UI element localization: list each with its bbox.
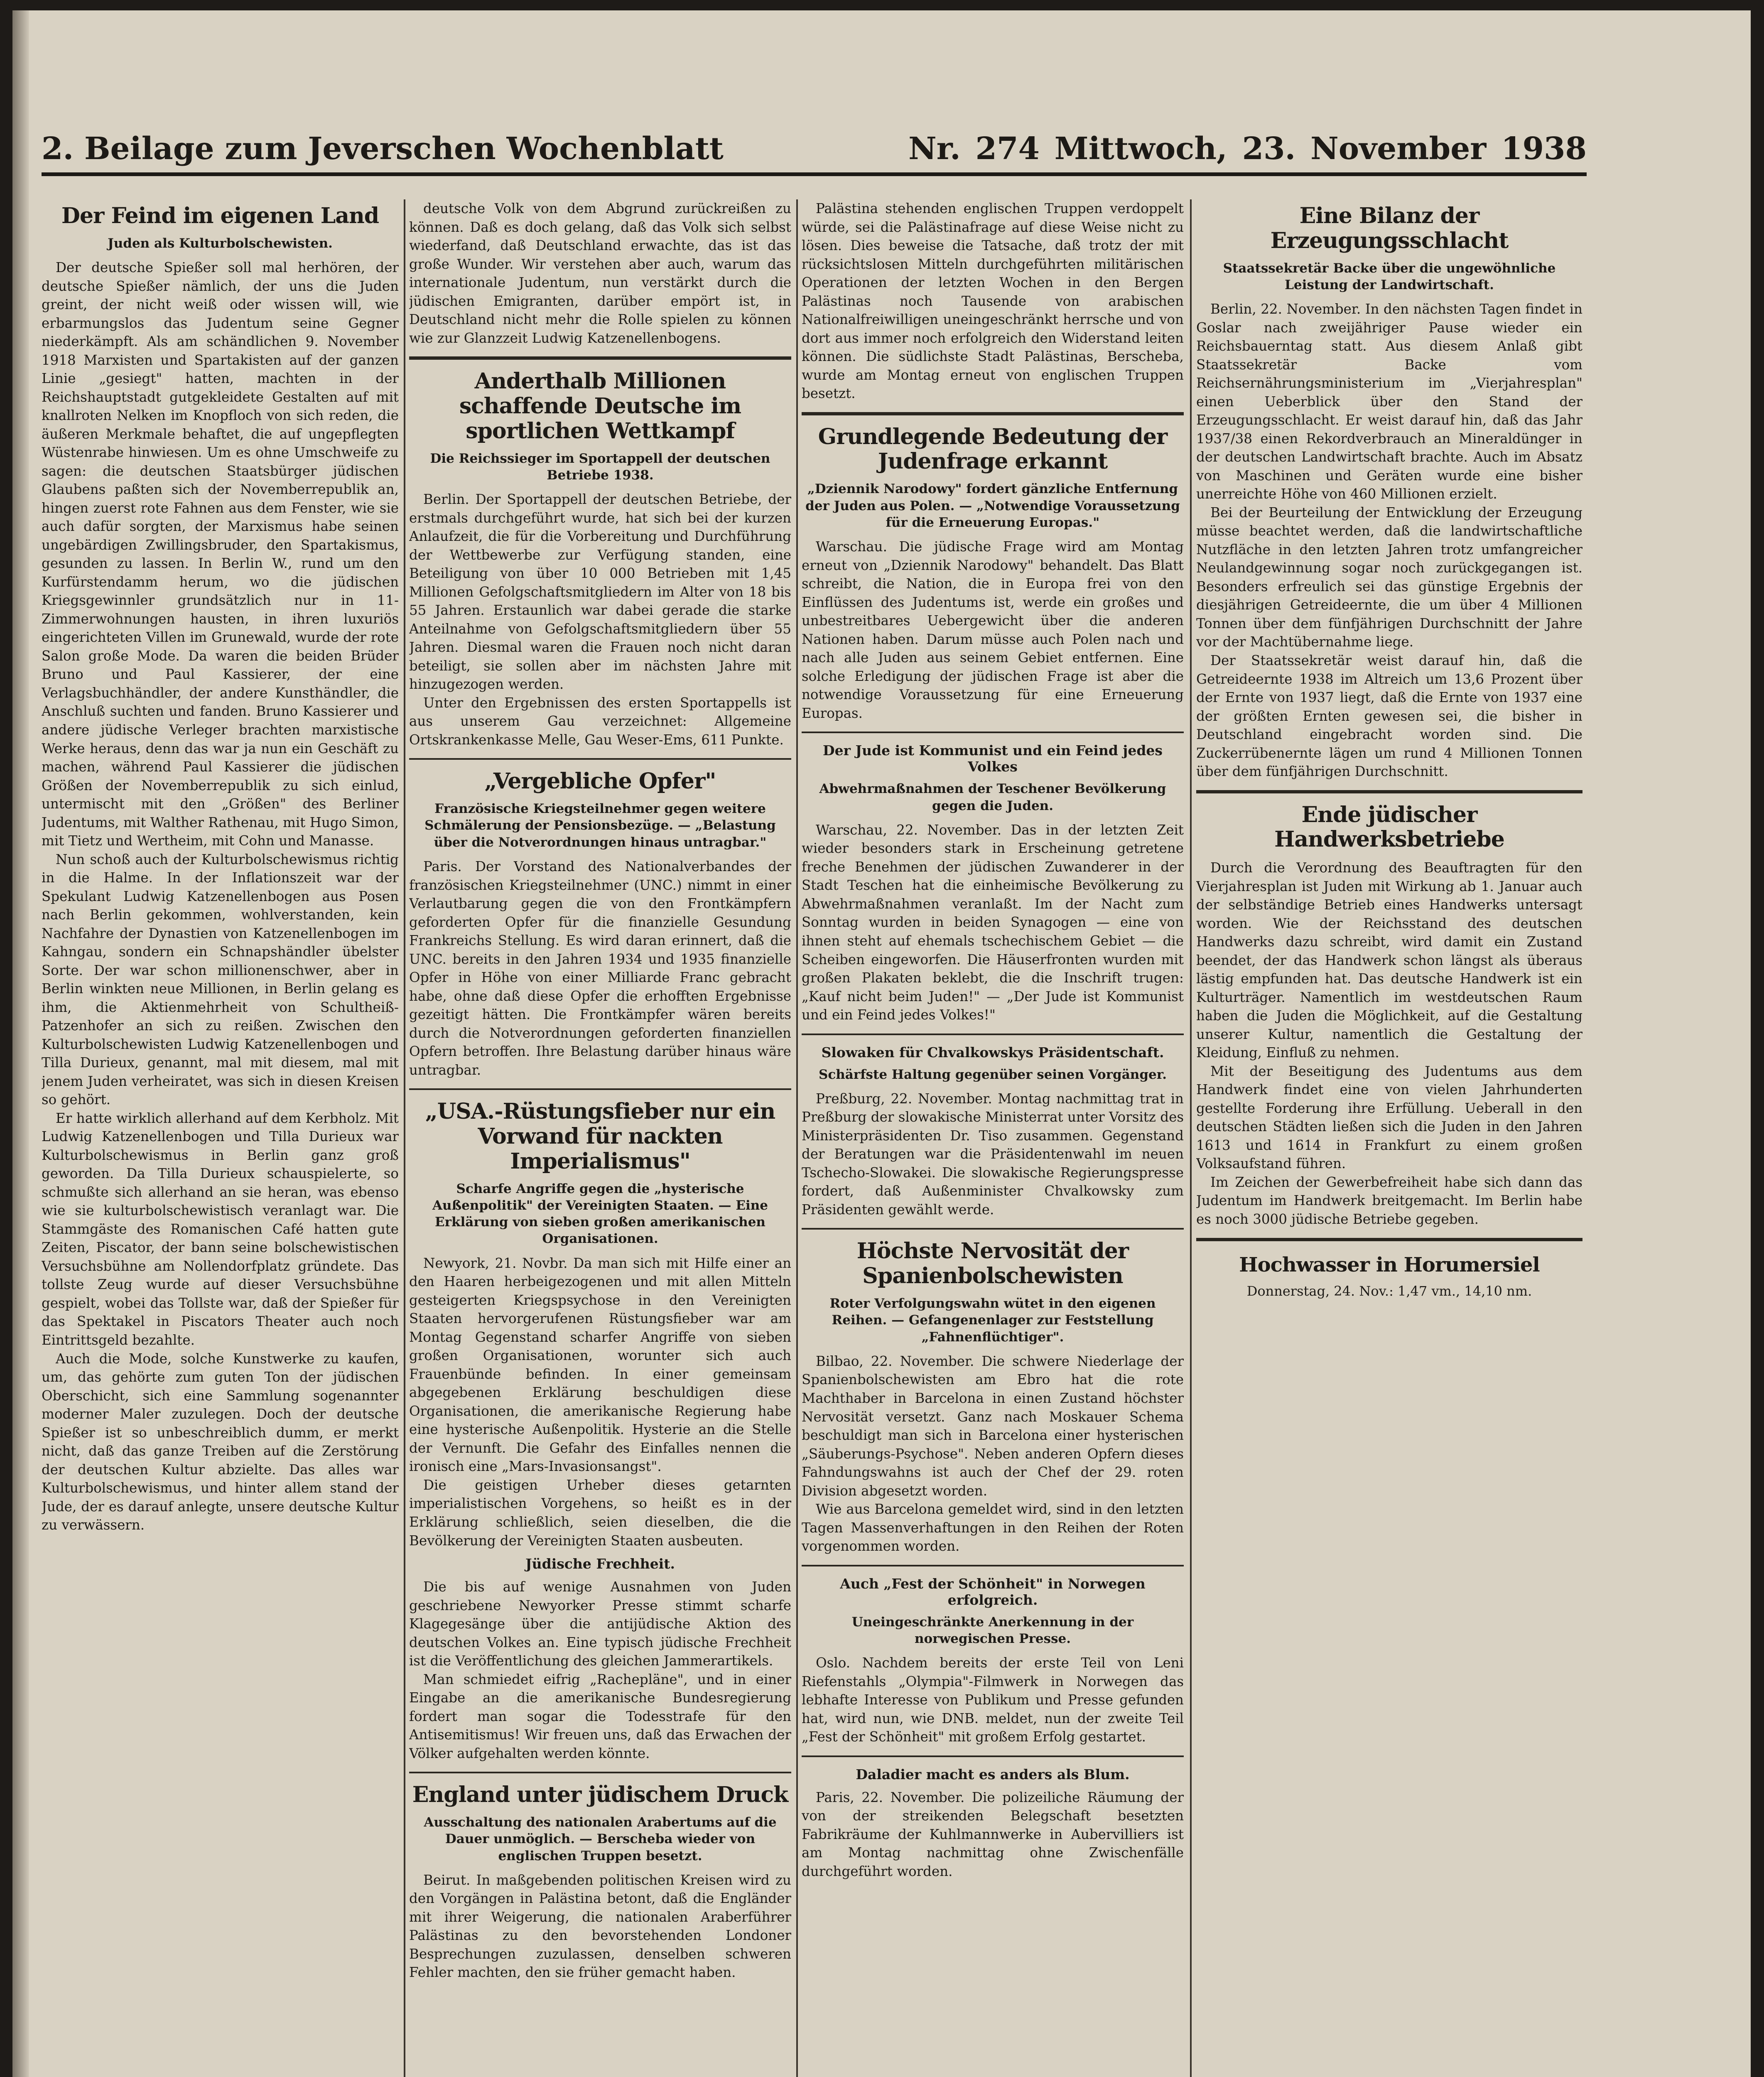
article-subhead: Ausschaltung des nationalen Arabertums auf die Dauer unmöglich. — Berscheba wieder von englischen Truppen besetzt. xyxy=(424,1814,777,1863)
article-paragraph: Wie aus Barcelona gemeldet wird, sind in den letzten Tagen Massenverhaftungen in den Reihen der Roten vorgenommen worden. xyxy=(802,1501,1184,1554)
article-subhead: Die Reichssieger im Sportappell der deutschen Betriebe 1938. xyxy=(430,451,770,483)
article-headline: Ende jüdischer Handwerksbetriebe xyxy=(1274,802,1504,852)
article-paragraph: Newyork, 21. Novbr. Da man sich mit Hilfe einer an den Haaren herbeigezogenen und mit allen Mitteln gesteigerten Kriegspsychose in den Vereinigten Staaten hervorgerufenen Rüstungsfieber war am Montag Gegenstand scharfer Angriffe von sieben großen Organisationen, worunter sich auch Frauenbünde befinden. In einer gemeinsam abgegebenen Erklärung beschuldigen diese Organisationen, die amerikanische Regierung habe eine hysterische Außenpolitik. Hysterie an die Stelle der Vernunft. Die Gefahr des Einfalles nennen die ironisch eine „Mars-Invasionsangst". xyxy=(409,1255,791,1475)
article-paragraph: Berlin. Der Sportappell der deutschen Betriebe, der erstmals durchgeführt wurde, hat sich bei der kurzen Anlaufzeit, die für die Vorbereitung und Durchführung der Wettbewerbe zur Verfügung standen, eine Beteiligung von über 10 000 Betrieben mit 1,45 Millionen Gefolgschaftsmitgliedern im Alter von 18 bis 55 Jahren. Erstaunlich war dabei gerade die starke Anteilnahme von Gefolgschaftsmitgliedern über 55 Jahren. Diesmal waren die Frauen noch nicht daran beteiligt, sie sollen aber im nächsten Jahre mit hinzugezogen werden. xyxy=(409,491,791,692)
header-rule xyxy=(42,172,1587,176)
column-rule xyxy=(1190,199,1192,2077)
article-headline: Eine Bilanz der Erzeugungsschlacht xyxy=(1270,203,1509,253)
tide-times: Donnerstag, 24. Nov.: 1,47 vm., 14,10 nm. xyxy=(1246,1283,1532,1299)
article-subhead: Roter Verfolgungswahn wütet in den eigenen Reihen. — Gefangenenlager zur Feststellung „Fahnenflüchtiger". xyxy=(829,1296,1156,1345)
section-rule xyxy=(802,1034,1184,1035)
section-rule xyxy=(1196,1238,1582,1241)
article-headline: „USA.-Rüstungsfieber nur ein Vorwand für nackten Imperialismus" xyxy=(425,1099,775,1174)
section-rule xyxy=(1196,790,1582,793)
article-headline: Hochwasser in Horumersiel xyxy=(1239,1253,1540,1277)
section-rule xyxy=(409,356,791,360)
inline-heading: Daladier macht es anders als Blum. xyxy=(856,1766,1130,1782)
article-paragraph: Auch die Mode, solche Kunstwerke zu kaufen, um, das gehörte zum guten Ton der jüdischen Oberschicht, sich eine Sammlung sogenannter moderner Maler zuzulegen. Doch der deutsche Spießer ist so unbeschreiblich dumm, er merkt nicht, daß das ganze Treiben auf die Zerstörung der deutschen Kultur abzielte. Das alles war Kulturbolschewismus, und hinter allem stand der Jude, der es darauf anlegte, unsere deutsche Kultur zu verwässern. xyxy=(42,1350,399,1533)
column-1 xyxy=(42,199,399,2077)
article-paragraph: Berlin, 22. November. In den nächsten Tagen findet in Goslar nach zweijähriger Pause wieder ein Reichsbauerntag statt. Aus diesem Anlaß gibt Staatssekretär Backe vom Reichsernährungsministerium im „Vierjahresplan" einen Ueberblick über den Stand der Erzeugungsschlacht. Er weist darauf hin, daß das Jahr 1937/38 einen Rekordverbrauch an Mineraldünger in der deutschen Landwirtschaft brachte. Auch im Absatz von Maschinen und Geräten wurde eine bisher unerreichte Höhe von 460 Millionen erzielt. xyxy=(1196,301,1582,502)
article-paragraph: Der deutsche Spießer soll mal herhören, der deutsche Spießer nämlich, der uns die Juden greint, der nicht weiß oder wissen will, wie erbarmungslos das Judentum seine Gegner niederkämpft. Als am schändlichen 9. November 1918 Marxisten und Spartakisten auf der ganzen Linie „gesiegt" hatten, machten in der Reichshauptstadt gutgekleidete Gestalten auf mit knallroten Nelken im Knopfloch von sich reden, die äußeren Merkmale behaftet, die auf ungepflegten Wüstenrabe hinwiesen. Um es ohne Umschweife zu sagen: die deutschen Staatsbürger jüdischen Glaubens paßten sich der Novemberrepublik an, hingen zuerst rote Fahnen aus dem Fenster, wie sie auch dafür sorgten, der Marxismus habe seinen ungebärdigen Zwillingsbruder, den Spartakismus, gesunden zu lassen. In Berlin W., rund um den Kurfürstendamm herum, wo die jüdischen Kriegsgewinnler grundsätzlich nur in 11-Zimmerwohnungen hausten, in ihren luxuriös eingerichteten Villen im Grunewald, wurde der rote Salon große Mode. Da waren die beiden Brüder Bruno und Paul Kassierer, der eine Verlagsbuchhändler, der andere Kunsthändler, die Anschluß suchten und fanden. Bruno Kassierer und andere jüdische Verleger brachten marxistische Werke heraus, denn das war ja nun ein Geschäft zu machen, während Paul Kassierer die jüdischen Größen der Novemberrepublik zu sich einlud, untermischt mit den „Größen" des Berliner Judentums, mit Walther Rathenau, mit Hugo Simon, mit Tietz und Wertheim, mit Cohn und Manasse. xyxy=(42,260,399,849)
section-rule xyxy=(802,412,1184,415)
article-subhead: Staatssekretär Backe über die ungewöhnliche Leistung der Landwirtschaft. xyxy=(1223,260,1556,292)
issue-date: Nr. 274 Mittwoch, 23. November 1938 xyxy=(908,131,1587,167)
article-subhead: Französische Kriegsteilnehmer gegen weitere Schmälerung der Pensionsbezüge. — „Belastung über die Notverordnungen hinaus untragbar." xyxy=(424,801,776,850)
section-rule xyxy=(802,732,1184,733)
article-headline: England unter jüdischem Druck xyxy=(412,1782,788,1808)
article-paragraph: Die bis auf wenige Ausnahmen von Juden geschriebene Newyorker Presse stimmt scharfe Klagegesänge über die antijüdische Aktion des deutschen Volkes an. Eine typisch jüdische Frechheit ist die Veröffentlichung des gleichen Jammerartikels. xyxy=(409,1579,791,1669)
article-paragraph: Bei der Beurteilung der Entwicklung der Erzeugung müsse beachtet werden, daß die landwirtschaftliche Nutzfläche in den letzten Jahren trotz umfangreicher Neulandgewinnung sogar noch zurückgegangen ist. Besonders erfreulich sei das günstige Ergebnis der diesjährigen Getreideernte, die um über 4 Millionen Tonnen über dem fünfjährigen Durchschnitt der Jahre vor der Machtübernahme liege. xyxy=(1196,504,1582,650)
article-headline: Grundlegende Bedeutung der Judenfrage erkannt xyxy=(818,424,1168,474)
inline-heading: Auch „Fest der Schönheit" in Norwegen erfolgreich. xyxy=(840,1575,1146,1608)
section-rule xyxy=(409,758,791,760)
inline-heading: Der Jude ist Kommunist und ein Feind jedes Volkes xyxy=(823,742,1163,775)
article-paragraph: Man schmiedet eifrig „Rachepläne", und in einer Eingabe an die amerikanische Bundesregierung fordert man sogar die Todesstrafe für den Antisemitismus! Wir freuen uns, daß das Erwachen der Völker aufgehalten werden könnte. xyxy=(409,1671,791,1761)
column-3 xyxy=(802,199,1184,2077)
article-paragraph: Unter den Ergebnissen des ersten Sportappells ist aus unserem Gau verzeichnet: Allgemeine Ortskrankenkasse Melle, Gau Weser-Ems, 611 Punkte. xyxy=(409,695,791,748)
article-subhead: Schärfste Haltung gegenüber seinen Vorgänger. xyxy=(819,1067,1167,1082)
article-paragraph: Im Zeichen der Gewerbefreiheit habe sich dann das Judentum im Handwerk breitgemacht. Im Berlin habe es noch 3000 jüdische Betriebe gegeben. xyxy=(1196,1174,1582,1227)
article-subhead: Uneingeschränkte Anerkennung in der norwegischen Presse. xyxy=(851,1614,1134,1646)
article-paragraph: Warschau. Die jüdische Frage wird am Montag erneut von „Dziennik Narodowy" behandelt. Das Blatt schreibt, die Nation, die in Europa frei von den Einflüssen des Judentums ist, werde ein großes und unbestreitbares Uebergewicht über die anderen Nationen haben. Darum müsse auch Polen nach und nach alle Juden aus seinem Gebiet entfernen. Eine solche Erledigung der jüdischen Frage ist aber die notwendige Voraussetzung für eine Erneuerung Europas. xyxy=(802,539,1184,721)
article-subhead: Scharfe Angriffe gegen die „hysterische Außenpolitik" der Vereinigten Staaten. — Eine Erklärung von sieben großen amerikanischen Organisationen. xyxy=(432,1181,768,1247)
article-paragraph: Die geistigen Urheber dieses getarnten imperialistischen Vorgehens, so heißt es in der Erklärung schließlich, seien dieselben, die die Bevölkerung der Vereinigten Staaten ausbeuten. xyxy=(409,1477,791,1549)
section-rule xyxy=(802,1228,1184,1230)
article-subhead: Abwehrmaßnahmen der Teschener Bevölkerung gegen die Juden. xyxy=(819,781,1166,813)
article-paragraph: Beirut. In maßgebenden politischen Kreisen wird zu den Vorgängen in Palästina betont, daß die Engländer mit ihrer Weigerung, die nationalen Araberführer Palästinas zu den bevorstehenden Londoner Besprechungen zuzulassen, denselben schweren Fehler machten, den sie früher gemacht haben. xyxy=(409,1872,791,1981)
article-headline: Höchste Nervosität der Spanienbolschewisten xyxy=(856,1238,1129,1289)
article-paragraph: Bilbao, 22. November. Die schwere Niederlage der Spanienbolschewisten am Ebro hat die rote Machthaber in Barcelona in einen Zustand höchster Nervosität versetzt. Ganz nach Moskauer Schema beschuldigt man sich in Barcelona einer hysterischen „Säuberungs-Psychose". Neben anderen Opfern dieses Fahndungswahns ist auch der Chef der 29. roten Division abgesetzt worden. xyxy=(802,1353,1184,1499)
section-rule xyxy=(802,1565,1184,1566)
article-paragraph: Paris, 22. November. Die polizeiliche Räumung der von der streikenden Belegschaft besetzten Fabrikräume der Kuhlmannwerke in Aubervilliers ist am Montag nachmittag ohne Zwischenfälle durchgeführt worden. xyxy=(802,1789,1184,1879)
column-rule xyxy=(404,199,405,2077)
section-rule xyxy=(409,1088,791,1090)
article-paragraph: Nun schoß auch der Kulturbolschewismus richtig in die Halme. In der Inflationszeit war der Spekulant Ludwig Katzenellenbogen aus Posen nach Berlin gekommen, wohlverstanden, kein Nachfahre der Dynastien von Katzenellenbogen im Kahngau, sondern ein Schnapshändler übelster Sorte. Der war schon millionenschwer, aber in Berlin winkten neue Millionen, in Berlin gelang es ihm, die Aktienmehrheit von Schultheiß-Patzenhofer an sich zu reißen. Zwischen den Kulturbolschewisten Ludwig Katzenellenbogen und Tilla Durieux, genannt, mal mit diesem, mal mit jenem Juden verheiratet, was sich in diesen Kreisen so gehört. xyxy=(42,851,399,1108)
column-2 xyxy=(409,199,791,2077)
inline-heading: Jüdische Frechheit. xyxy=(525,1556,675,1572)
supplement-title: 2. Beilage zum Jeverschen Wochenblatt xyxy=(42,131,724,167)
article-paragraph: Palästina stehenden englischen Truppen verdoppelt würde, sei die Palästinafrage auf diese Weise nicht zu lösen. Dies beweise die Tatsache, daß trotz der mit rücksichtslosen Mitteln durchgeführten militärischen Operationen der letzten Wochen in den Bergen Palästinas noch Tausende von arabischen Nationalfreiwilligen uneingeschränkt herrsche und von dort aus immer noch erfolgreich den Widerstand leiten können. Die südlichste Stadt Palästinas, Berscheba, wurde am Montag erneut von englischen Truppen besetzt. xyxy=(802,201,1184,402)
article-paragraph: deutsche Volk von dem Abgrund zurückreißen zu können. Daß es doch gelang, daß das Volk sich selbst wiederfand, daß Deutschland erwachte, das ist das große Wunder. Wir verstehen aber auch, warum das internationale Judentum, nun verstärkt durch die jüdischen Emigranten, darüber empört ist, in Deutschland nicht mehr die Rolle spielen zu können wie zur Glanzzeit Ludwig Katzenellenbogens. xyxy=(409,201,791,346)
newspaper-page xyxy=(12,10,1751,2077)
article-paragraph: Paris. Der Vorstand des Nationalverbandes der französischen Kriegsteilnehmer (UNC.) nimmt in einer Verlautbarung gegen die von den Frontkämpfern geforderten Opfer für die finanzielle Gesundung Frankreichs Stellung. Es wird daran erinnert, daß die UNC. bereits in den Jahren 1934 und 1935 finanzielle Opfer in Höhe von einer Milliarde Franc gebracht habe, ohne daß diese Opfer die erhofften Ergebnisse gezeitigt hätten. Die Frontkämpfer wären bereits durch die Notverordnungen geforderten finanziellen Opfern betroffen. Ihre Belastung darüber hinaus wäre untragbar. xyxy=(409,859,791,1078)
article-headline: Der Feind im eigenen Land xyxy=(61,203,379,228)
page-header xyxy=(42,131,1587,193)
article-subhead: Juden als Kulturbolschewisten. xyxy=(108,236,333,251)
article-paragraph: Preßburg, 22. November. Montag nachmittag trat in Preßburg der slowakische Ministerrat unter Vorsitz des Ministerpräsidenten Dr. Tiso zusammen. Gegenstand der Beratungen war die Präsidentenwahl im neuen Tschecho-Slowakei. Die slowakische Regierungspresse fordert, daß Außenminister Chvalkowsky zum Präsidenten gewählt werde. xyxy=(802,1090,1184,1218)
tide-notice xyxy=(1196,1254,1582,1299)
article-headline: Anderthalb Millionen schaffende Deutsche im sportlichen Wettkampf xyxy=(459,368,741,444)
column-rule xyxy=(796,199,798,2077)
article-headline: „Vergebliche Opfer" xyxy=(484,768,716,794)
article-paragraph: Er hatte wirklich allerhand auf dem Kerbholz. Mit Ludwig Katzenellenbogen und Tilla Durieux war Kulturbolschewismus in Berlin ganz groß geworden. Da Tilla Durieux schauspielerte, so schmußte sich allerhand an sie heran, was ebenso wie sie kulturbolschewistisch veranlagt war. Die Stammgäste des Romanischen Café hatten gute Zeiten, Piscator, der bann seine bolschewistischen Versuchsbühne am Nollendorfplatz gründete. Das tollste Zeug wurde auf dieser Versuchsbühne gespielt, wobei das Tollste war, daß der Spießer für das Spektakel in Piscators Theater auch noch Eintrittsgeld bezahlte. xyxy=(42,1110,399,1348)
section-rule xyxy=(409,1772,791,1773)
article-paragraph: Warschau, 22. November. Das in der letzten Zeit wieder besonders stark in Erscheinung getretene freche Benehmen der jüdischen Zuwanderer in der Stadt Teschen hat die einheimische Bevölkerung zu Abwehrmaßnahmen veranlaßt. Im der Nacht zum Sonntag wurden in beiden Synagogen — eine von ihnen steht auf ehemals tschechischem Gebiet — die Scheiben eingeworfen. Die Häuserfronten wurden mit großen Plakaten beklebt, die die Inschrift trugen: „Kauf nicht beim Juden!" — „Der Jude ist Kommunist und ein Feind jedes Volkes!" xyxy=(802,822,1184,1023)
section-rule xyxy=(802,1755,1184,1757)
article-paragraph: Der Staatssekretär weist darauf hin, daß die Getreideernte 1938 im Altreich um 13,6 Prozent über der Ernte von 1937 liegt, daß die Ernte von 1937 eine der größten Ernten gewesen sei, die bisher in Deutschland eingebracht worden sind. Die Zuckerrübenernte lägen um rund 4 Millionen Tonnen über dem fünfjährigen Durchschnitt. xyxy=(1196,652,1582,780)
article-paragraph: Mit der Beseitigung des Judentums aus dem Handwerk findet eine von vielen Jahrhunderten gestellte Forderung ihre Erfüllung. Ueberall in den deutschen Städten ließen sich die Juden in den Jahren 1613 und 1614 in Frankfurt zu einem großen Volksaufstand führen. xyxy=(1196,1063,1582,1172)
column-4 xyxy=(1196,199,1582,2077)
inline-heading: Slowaken für Chvalkowskys Präsidentschaft. xyxy=(821,1044,1164,1061)
article-subhead: „Dziennik Narodowy" fordert gänzliche Entfernung der Juden aus Polen. — „Notwendige Voraussetzung für die Erneuerung Europas." xyxy=(805,481,1180,530)
article-paragraph: Durch die Verordnung des Beauftragten für den Vierjahresplan ist Juden mit Wirkung ab 1. Januar auch der selbständige Betrieb eines Handwerks untersagt worden. Wie der Reichsstand des deutschen Handwerks dazu schreibt, wird damit ein Zustand beendet, der das Handwerk schon längst als überaus lästig empfunden hat. Das deutsche Handwerk ist ein Kulturträger. Namentlich im westdeutschen Raum haben die Juden die Möglichkeit, auf die Gestaltung unserer Kultur, namentlich die Gestaltung der Kleidung, Einfluß zu nehmen. xyxy=(1196,860,1582,1061)
article-paragraph: Oslo. Nachdem bereits der erste Teil von Leni Riefenstahls „Olympia"-Filmwerk in Norwegen das lebhafte Interesse von Publikum und Presse gefunden hat, wird nun, wie DNB. meldet, nun der zweite Teil „Fest der Schönheit" mit großem Erfolg gestartet. xyxy=(802,1655,1184,1745)
